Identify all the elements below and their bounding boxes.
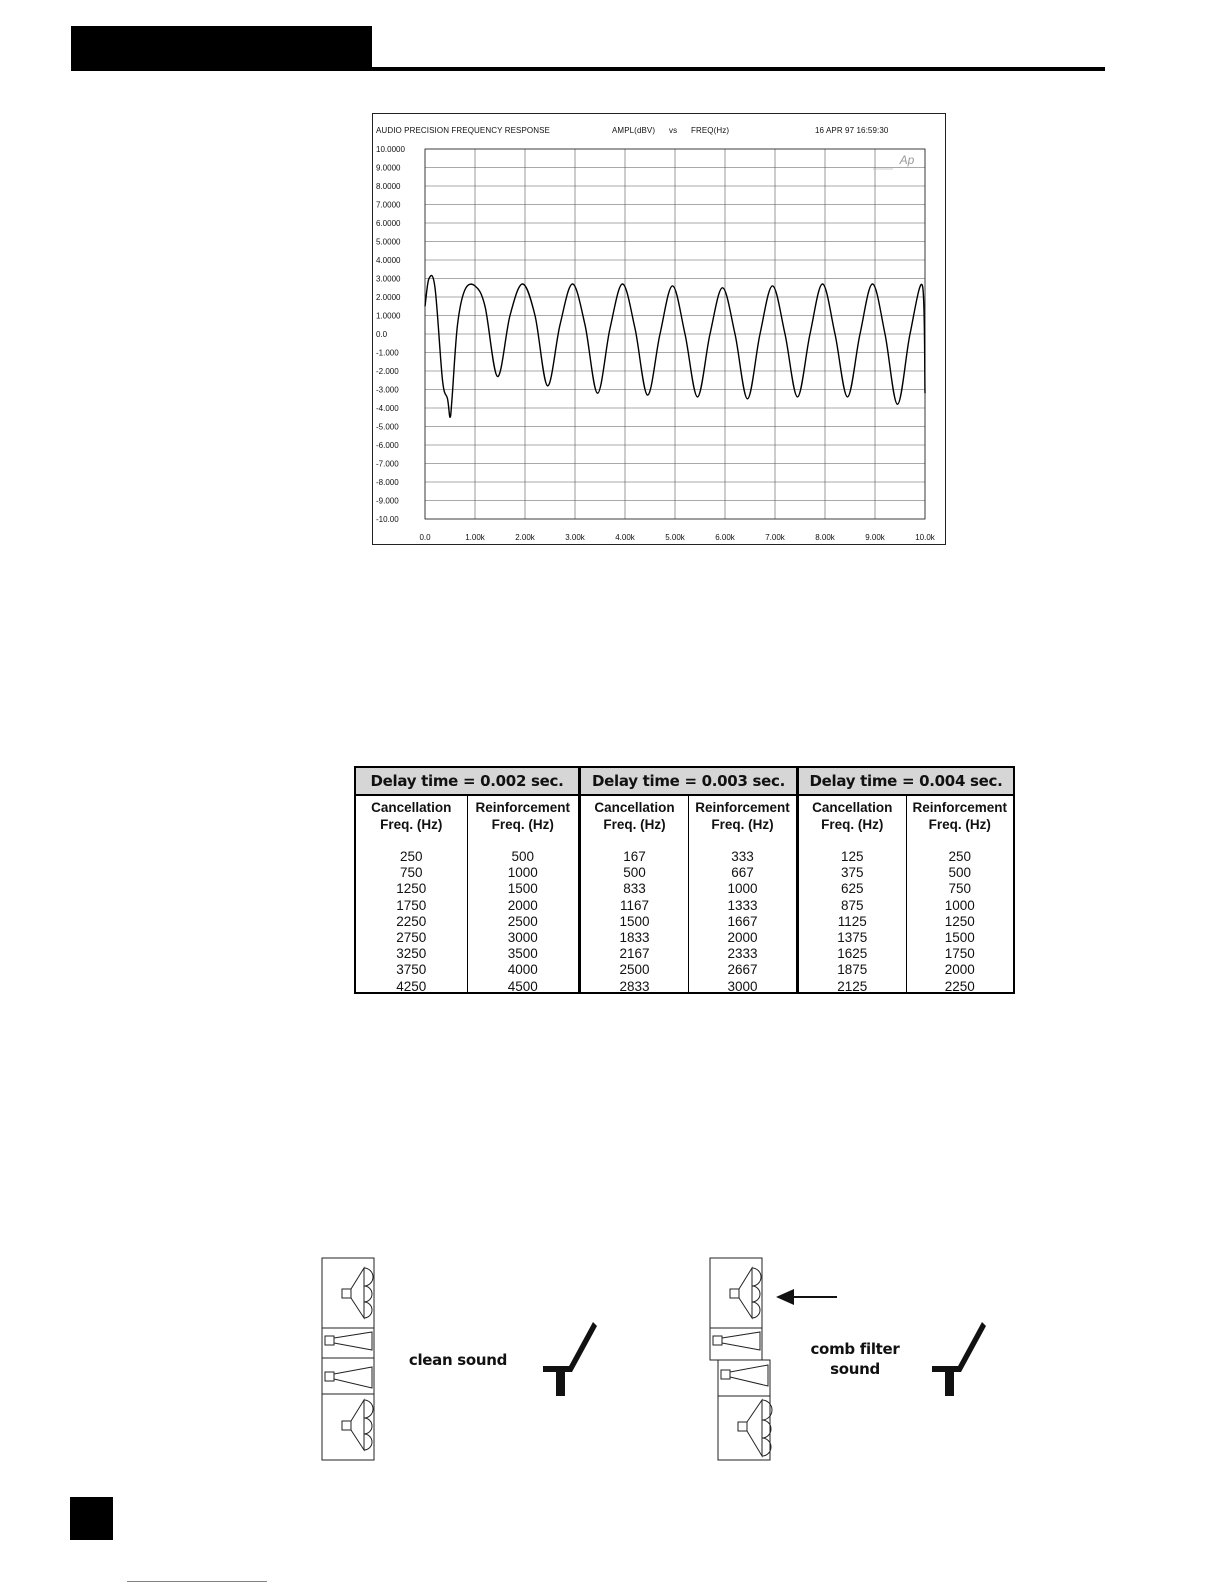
chart-header-y-unit: AMPL(dBV): [612, 126, 656, 135]
delay-group-title: Delay time = 0.002 sec.: [356, 768, 578, 796]
y-tick-label: 8.0000: [376, 182, 401, 191]
y-tick-label: -4.000: [376, 404, 399, 413]
table-cell: 2500: [619, 962, 650, 978]
audio-precision-logo: Ap: [899, 153, 915, 167]
y-tick-label: -8.000: [376, 478, 399, 487]
comb-filter-label-line2: sound: [830, 1360, 880, 1378]
column-header-line: Cancellation: [594, 800, 675, 815]
table-cell: 1875: [837, 962, 868, 978]
table-cell: 1500: [944, 930, 975, 946]
x-tick-label: 10.0k: [915, 533, 935, 542]
column-header-line: Freq. (Hz): [603, 817, 666, 832]
column-header-line: Cancellation: [371, 800, 452, 815]
page-number-block: [70, 1497, 113, 1540]
y-tick-label: 10.0000: [376, 145, 405, 154]
column-header: [907, 796, 1014, 849]
table-cell: 250: [399, 849, 423, 864]
table-cell: 1833: [619, 930, 650, 946]
y-tick-label: -3.000: [376, 385, 399, 395]
column-header-line: Cancellation: [812, 800, 893, 815]
table-cell: 1250: [396, 881, 427, 897]
column-header: [356, 796, 467, 849]
delay-group: [578, 768, 796, 992]
cancellation-column: [356, 796, 467, 992]
chart-header-date: 16 APR 97 16:59:30: [815, 126, 889, 135]
column-header-line: Freq. (Hz): [711, 817, 774, 832]
table-cell: 4500: [507, 978, 538, 994]
table-cell: 1000: [507, 865, 538, 881]
table-cell: 1000: [727, 881, 758, 897]
delay-group-title: Delay time = 0.004 sec.: [799, 768, 1013, 796]
cancellation-column: [581, 796, 688, 992]
y-tick-label: 6.0000: [376, 219, 401, 228]
x-tick-label: 2.00k: [515, 533, 535, 542]
table-cell: 1167: [619, 897, 650, 913]
chart-header-x-unit: FREQ(Hz): [691, 126, 730, 135]
table-cell: 750: [948, 881, 972, 897]
table-cell: 3500: [507, 946, 538, 962]
comb-filter-label-line1: comb filter: [810, 1340, 900, 1358]
table-cell: 375: [840, 865, 864, 881]
column-header: [468, 796, 579, 849]
x-tick-label: 0.0: [419, 533, 431, 542]
delay-time-table: [354, 766, 1015, 994]
table-cell: 3250: [396, 946, 427, 962]
x-tick-label: 9.00k: [865, 533, 885, 542]
table-cell: 4250: [396, 978, 427, 994]
table-cell: 2667: [727, 962, 758, 978]
cancellation-column: [799, 796, 906, 992]
y-tick-label: -10.00: [376, 515, 399, 524]
y-tick-label: 9.0000: [376, 163, 401, 173]
y-tick-label: 4.0000: [376, 256, 401, 265]
y-tick-label: -1.000: [376, 348, 399, 358]
chart-header-vs: vs: [669, 126, 678, 135]
table-cell: 2250: [944, 978, 975, 994]
reinforcement-column: [688, 796, 796, 992]
column-header: [799, 796, 906, 849]
arrow-left-icon: [776, 1289, 837, 1305]
listener-chair-icon: [543, 1322, 597, 1396]
table-cell: 3000: [727, 978, 758, 994]
delay-group: [796, 768, 1013, 992]
y-tick-label: -6.000: [376, 441, 399, 450]
driver-icon: [342, 1289, 351, 1298]
chart-plot: [373, 114, 945, 544]
table-cell: 500: [948, 865, 972, 881]
listener-chair-icon: [932, 1322, 986, 1396]
table-cell: 875: [840, 897, 864, 913]
table-cell: 833: [623, 881, 646, 897]
tweeter-icon: [325, 1336, 334, 1345]
table-cell: 333: [731, 849, 754, 864]
table-cell: 4000: [507, 962, 538, 978]
y-tick-label: -7.000: [376, 459, 399, 469]
table-cell: 1375: [837, 930, 868, 946]
table-cell: 2333: [727, 946, 758, 962]
table-cell: 2250: [396, 913, 427, 929]
clean-sound-label: clean sound: [408, 1351, 508, 1369]
y-tick-label: -9.000: [376, 496, 399, 506]
footer-link-underline: [127, 1581, 267, 1582]
reinforcement-column: [906, 796, 1014, 992]
y-tick-label: 1.0000: [376, 311, 401, 321]
x-tick-label: 1.00k: [465, 533, 485, 542]
table-cell: 2833: [619, 978, 650, 994]
table-cell: 3000: [507, 930, 538, 946]
x-tick-label: 4.00k: [615, 533, 635, 542]
table-cell: 2500: [507, 913, 538, 929]
table-cell: 167: [623, 849, 646, 864]
reinforcement-column: [467, 796, 579, 992]
table-cell: 2167: [619, 946, 650, 962]
table-cell: 3750: [396, 962, 427, 978]
table-cell: 2000: [944, 962, 975, 978]
table-cell: 125: [840, 849, 864, 864]
column-header-line: Freq. (Hz): [928, 817, 991, 832]
table-cell: 500: [511, 849, 535, 864]
x-tick-label: 8.00k: [815, 533, 835, 542]
table-cell: 2750: [396, 930, 427, 946]
frequency-response-chart: [372, 113, 946, 545]
table-cell: 1000: [944, 897, 975, 913]
y-tick-label: 5.0000: [376, 237, 401, 247]
table-cell: 2000: [727, 930, 758, 946]
y-tick-label: 7.0000: [376, 200, 401, 210]
table-cell: 1750: [396, 897, 427, 913]
delay-group-title: Delay time = 0.003 sec.: [581, 768, 796, 796]
y-tick-label: 2.0000: [376, 293, 401, 302]
y-tick-label: -2.000: [376, 367, 399, 376]
table-cell: 2125: [837, 978, 868, 994]
table-cell: 625: [840, 881, 864, 897]
y-tick-label: -5.000: [376, 422, 399, 432]
column-header-line: Reinforcement: [475, 800, 571, 815]
x-tick-label: 6.00k: [715, 533, 735, 542]
table-cell: 500: [623, 865, 646, 881]
x-tick-label: 3.00k: [565, 533, 585, 542]
clean-speaker-stack: [322, 1258, 374, 1460]
chart-header-title: AUDIO PRECISION FREQUENCY RESPONSE: [376, 126, 550, 135]
column-header-line: Freq. (Hz): [821, 817, 884, 832]
table-cell: 1333: [727, 897, 758, 913]
comb-filter-speaker-stack: [710, 1258, 772, 1460]
x-tick-label: 7.00k: [765, 533, 785, 542]
table-cell: 750: [399, 865, 423, 881]
table-cell: 1750: [944, 946, 975, 962]
column-header-line: Freq. (Hz): [380, 817, 443, 832]
table-cell: 1625: [837, 946, 868, 962]
column-header-line: Freq. (Hz): [491, 817, 554, 832]
x-tick-label: 5.00k: [665, 533, 685, 542]
header-block: [71, 26, 372, 70]
table-cell: 250: [948, 849, 972, 864]
table-cell: 1500: [507, 881, 538, 897]
y-tick-label: 3.0000: [376, 274, 401, 284]
table-cell: 2000: [507, 897, 538, 913]
y-tick-label: 0.0: [376, 330, 388, 339]
column-header-line: Reinforcement: [695, 800, 790, 815]
table-cell: 1667: [727, 913, 758, 929]
table-cell: 1125: [837, 913, 867, 929]
column-header-line: Reinforcement: [912, 800, 1008, 815]
column-header: [581, 796, 688, 849]
table-cell: 667: [731, 865, 754, 881]
header-rule: [71, 67, 1105, 71]
table-cell: 1500: [619, 913, 650, 929]
column-header: [689, 796, 796, 849]
table-cell: 1250: [944, 913, 975, 929]
delay-group: [356, 768, 578, 992]
